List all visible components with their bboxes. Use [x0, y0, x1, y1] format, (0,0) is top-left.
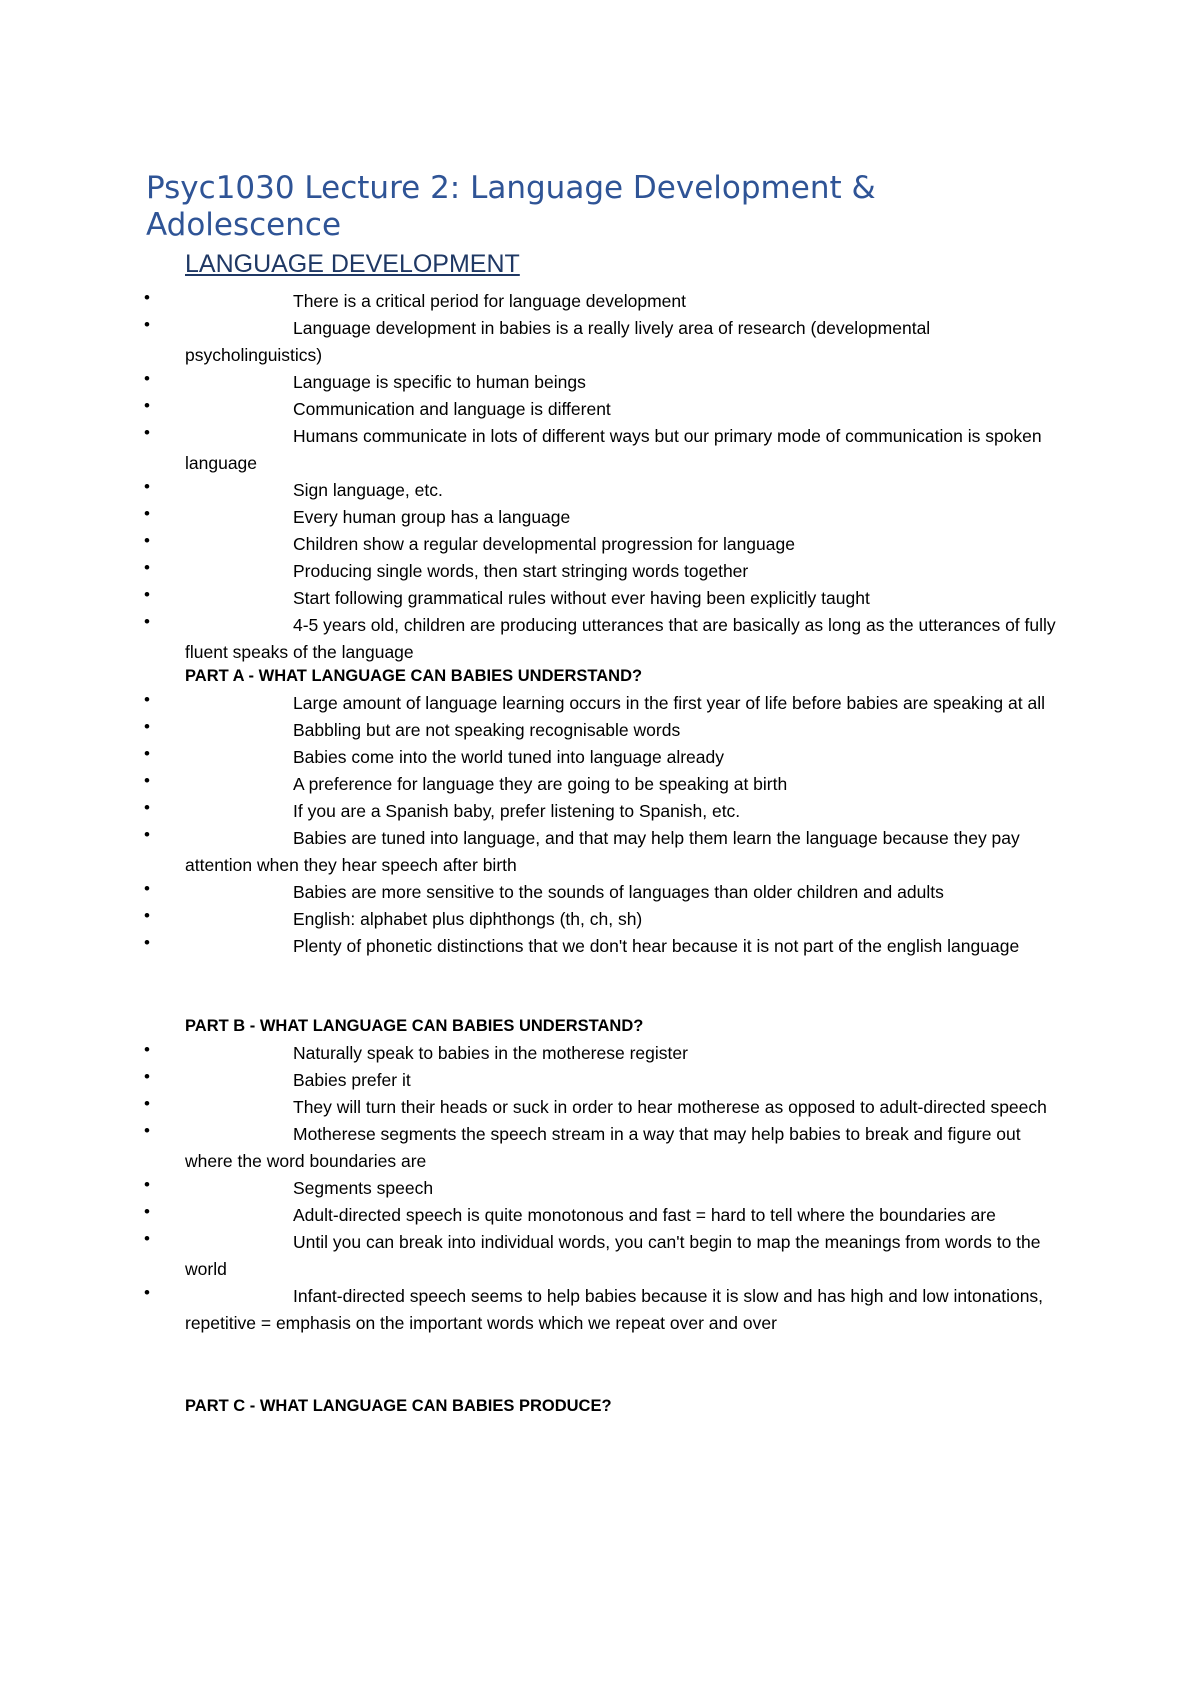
part-a-heading: PART A - WHAT LANGUAGE CAN BABIES UNDERSTAND?	[185, 667, 643, 685]
list-item	[0, 315, 1200, 369]
list-item	[0, 1175, 1200, 1202]
list-item-text: Adult-directed speech is quite monotonous and fast = hard to tell where the boundaries are	[293, 1205, 996, 1225]
list-item-text: Babbling but are not speaking recognisable words	[293, 720, 681, 740]
bullet-icon: •	[144, 1040, 150, 1059]
list-item	[0, 288, 1200, 315]
bullet-icon: •	[144, 933, 150, 952]
list-item	[0, 477, 1200, 504]
list-item-text: Language is specific to human beings	[293, 372, 586, 392]
list-item-text: Until you can break into individual words, you can't begin to map the meanings from words to the world	[185, 1232, 1041, 1279]
list-item-text: Plenty of phonetic distinctions that we don't hear because it is not part of the english language	[293, 936, 1020, 956]
list-item	[0, 690, 1200, 717]
bullet-icon: •	[144, 477, 150, 496]
bullet-icon: •	[144, 585, 150, 604]
bullet-icon: •	[144, 531, 150, 550]
list-item	[0, 798, 1200, 825]
bullet-icon: •	[144, 825, 150, 844]
bullet-icon: •	[144, 1283, 150, 1302]
bullet-icon: •	[144, 369, 150, 388]
bullet-icon: •	[144, 717, 150, 736]
list-item-text: Infant-directed speech seems to help babies because it is slow and has high and low intonations, repetitive = emphasis on the important words which we repeat over and over	[185, 1286, 1044, 1333]
list-item-text: Children show a regular developmental progression for language	[293, 534, 795, 554]
list-item	[0, 717, 1200, 744]
bullet-icon: •	[144, 1094, 150, 1113]
list-item-text: There is a critical period for language development	[293, 291, 686, 311]
list-item	[0, 1040, 1200, 1067]
bullet-icon: •	[144, 1067, 150, 1086]
list-item-text: Babies come into the world tuned into language already	[293, 747, 724, 767]
list-item	[0, 1202, 1200, 1229]
list-item	[0, 1121, 1200, 1175]
list-item-text: Motherese segments the speech stream in a way that may help babies to break and figure out where the word boundaries are	[185, 1124, 1021, 1171]
bullet-icon: •	[144, 906, 150, 925]
list-item	[0, 906, 1200, 933]
list-item	[0, 531, 1200, 558]
list-item-text: Humans communicate in lots of different ways but our primary mode of communication is spoken language	[185, 426, 1042, 473]
list-item	[0, 1094, 1200, 1121]
bullet-icon: •	[144, 771, 150, 790]
list-item	[0, 744, 1200, 771]
list-item	[0, 423, 1200, 477]
list-item	[0, 396, 1200, 423]
list-item	[0, 558, 1200, 585]
bullet-icon: •	[144, 504, 150, 523]
list-item-text: Producing single words, then start stringing words together	[293, 561, 749, 581]
list-item-text: English: alphabet plus diphthongs (th, ch, sh)	[293, 909, 643, 929]
bullet-icon: •	[144, 1121, 150, 1140]
part-b-bullet-list	[0, 1040, 1200, 1337]
list-item-text: Babies are tuned into language, and that may help them learn the language because they pay attention when they hear speech after birth	[185, 828, 1020, 875]
list-item	[0, 879, 1200, 906]
list-item-text: Language development in babies is a really lively area of research (developmental psycholinguistics)	[185, 318, 931, 365]
bullet-icon: •	[144, 744, 150, 763]
bullet-icon: •	[144, 612, 150, 631]
part-b-heading: PART B - WHAT LANGUAGE CAN BABIES UNDERSTAND?	[185, 1017, 644, 1035]
bullet-icon: •	[144, 1202, 150, 1221]
bullet-icon: •	[144, 1175, 150, 1194]
bullet-icon: •	[144, 423, 150, 442]
list-item-text: Sign language, etc.	[293, 480, 443, 500]
list-item-text: A preference for language they are going to be speaking at birth	[293, 774, 788, 794]
list-item-text: Every human group has a language	[293, 507, 571, 527]
list-item	[0, 1229, 1200, 1283]
list-item-text: Babies prefer it	[293, 1070, 411, 1090]
list-item-text: Start following grammatical rules without ever having been explicitly taught	[293, 588, 870, 608]
list-item-text: 4-5 years old, children are producing utterances that are basically as long as the utterances of fully fluent speaks of the language	[185, 615, 1056, 662]
bullet-icon: •	[144, 879, 150, 898]
list-item-text: Communication and language is different	[293, 399, 611, 419]
list-item-text: Naturally speak to babies in the motherese register	[293, 1043, 688, 1063]
list-item	[0, 1067, 1200, 1094]
document-title: Psyc1030 Lecture 2: Language Development & Adolescence	[146, 170, 876, 243]
bullet-icon: •	[144, 315, 150, 334]
list-item-text: If you are a Spanish baby, prefer listening to Spanish, etc.	[293, 801, 741, 821]
part-c-heading: PART C - WHAT LANGUAGE CAN BABIES PRODUCE?	[185, 1397, 612, 1415]
bullet-icon: •	[144, 798, 150, 817]
list-item	[0, 825, 1200, 879]
list-item	[0, 369, 1200, 396]
bullet-icon: •	[144, 288, 150, 307]
part-a-bullet-list	[0, 690, 1200, 960]
list-item-text: Babies are more sensitive to the sounds of languages than older children and adults	[293, 882, 944, 902]
list-item	[0, 771, 1200, 798]
bullet-icon: •	[144, 558, 150, 577]
bullet-icon: •	[144, 1229, 150, 1248]
list-item	[0, 1283, 1200, 1337]
list-item	[0, 585, 1200, 612]
list-item-text: They will turn their heads or suck in order to hear motherese as opposed to adult-directed speech	[293, 1097, 1047, 1117]
list-item	[0, 504, 1200, 531]
list-item-text: Large amount of language learning occurs in the first year of life before babies are speaking at all	[293, 693, 1045, 713]
list-item-text: Segments speech	[293, 1178, 434, 1198]
bullet-icon: •	[144, 396, 150, 415]
list-item	[0, 612, 1200, 666]
bullet-icon: •	[144, 690, 150, 709]
section-heading-language-development: LANGUAGE DEVELOPMENT	[185, 250, 520, 278]
list-item	[0, 933, 1200, 960]
intro-bullet-list	[0, 288, 1200, 666]
